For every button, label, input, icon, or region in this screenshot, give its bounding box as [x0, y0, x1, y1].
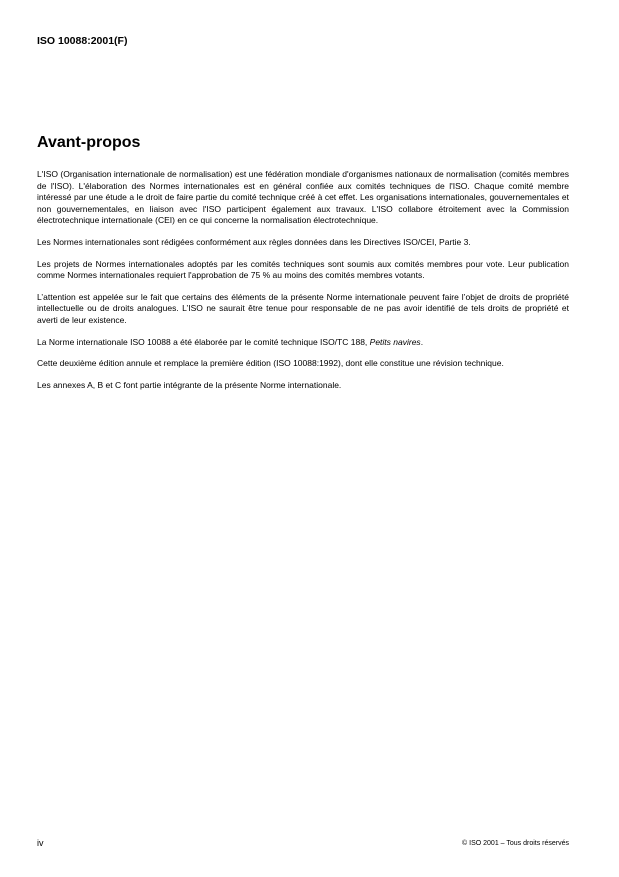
paragraph-directives: Les Normes internationales sont rédigées conformément aux règles données dans les Directives ISO/CEI, Partie 3.: [37, 236, 471, 247]
committee-text: La Norme internationale ISO 10088 a été élaborée par le comité technique ISO/TC 188,: [37, 336, 370, 347]
copyright-notice: © ISO 2001 – Tous droits réservés: [462, 840, 569, 847]
page-number: iv: [37, 838, 44, 848]
foreword-body: [37, 169, 569, 401]
paragraph-patent-rights: L’attention est appelée sur le fait que certains des éléments de la présente Norme internationale peuvent faire l’objet de droits de propriété intellectuelle ou de droits analogues. L’ISO ne saurait être tenue pour responsable de ne pas avoir identifié de tels droits de propriété et averti de leur existence.: [37, 291, 569, 325]
paragraph-edition: Cette deuxième édition annule et remplace la première édition (ISO 10088:1992), dont elle constitue une révision technique.: [37, 358, 504, 369]
paragraph-annexes: Les annexes A, B et C font partie intégrante de la présente Norme internationale.: [37, 379, 342, 390]
document-id-header: ISO 10088:2001(F): [37, 35, 128, 47]
page-title: Avant-propos: [37, 134, 141, 151]
paragraph-iso-intro: L'ISO (Organisation internationale de normalisation) est une fédération mondiale d'organismes nationaux de normalisation (comités membres de l'ISO). L'élaboration des Normes internationales est en général confiée aux comités techniques de l'ISO. Chaque comité membre intéressé par une étude a le droit de faire partie du comité technique créé à cet effet. Les organisations internationales, gouvernementales et non gouvernementales, en liaison avec l'ISO participent également aux travaux. L'ISO collabore étroitement avec la Commission électrotechnique internationale (CEI) en ce qui concerne la normalisation électrotechnique.: [37, 169, 569, 226]
paragraph-technical-committee: [37, 337, 569, 349]
committee-name: Petits navires: [369, 336, 421, 347]
paragraph-voting: Les projets de Normes internationales adoptés par les comités techniques sont soumis aux comités membres pour vote. Leur publication comme Normes internationales requiert l'approbation de 75 % au moins des comités membres votants.: [37, 258, 569, 281]
committee-text-end: .: [420, 336, 424, 347]
